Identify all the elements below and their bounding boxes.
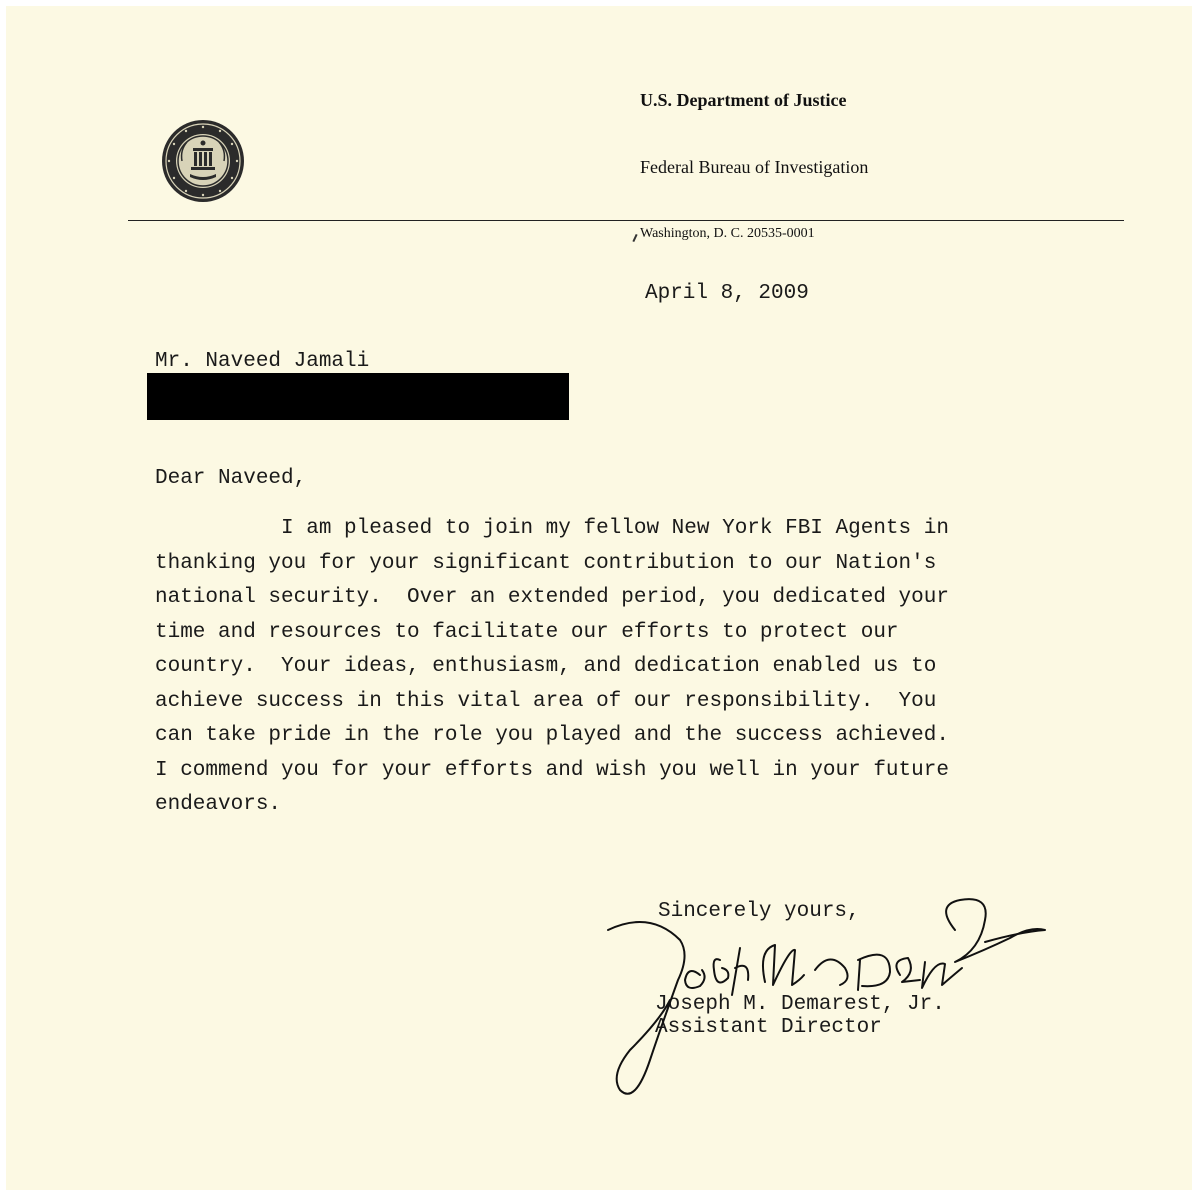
letterhead-divider	[128, 220, 1124, 221]
department-heading: U.S. Department of Justice	[640, 90, 847, 110]
signer-title: Assistant Director	[655, 1016, 882, 1039]
body-line: thanking you for your significant contribution to our Nation's	[155, 551, 937, 575]
recipient-name: Mr. Naveed Jamali	[155, 350, 370, 373]
scan-mark	[632, 234, 637, 242]
body-line: national security. Over an extended period, you dedicated your	[155, 586, 949, 609]
bureau-heading: Federal Bureau of Investigation	[640, 157, 869, 177]
scan-border-bottom	[0, 1190, 1200, 1200]
body-line: can take pride in the role you played and the success achieved.	[155, 724, 949, 747]
salutation: Dear Naveed,	[155, 467, 307, 490]
redacted-address-block	[147, 373, 569, 420]
scan-border-left	[0, 0, 6, 1200]
body-line: I commend you for your efforts and wish you well in your future	[155, 758, 949, 782]
scan-border-right	[1192, 0, 1200, 1200]
body-line: country. Your ideas, enthusiasm, and dedication enabled us to	[155, 655, 937, 678]
signer-name: Joseph M. Demarest, Jr.	[655, 993, 945, 1016]
body-line: achieve success in this vital area of our responsibility. You	[155, 689, 937, 713]
body-line: endeavors.	[155, 793, 282, 816]
scan-border-top	[0, 0, 1200, 6]
fbi-seal-icon	[160, 118, 246, 204]
body-line: time and resources to facilitate our efforts to protect our	[155, 620, 899, 644]
letter-body	[155, 512, 1055, 823]
letter-date: April 8, 2009	[645, 282, 809, 305]
closing: Sincerely yours,	[658, 900, 860, 923]
letterhead-address: Washington, D. C. 20535-0001	[640, 226, 815, 241]
body-line: I am pleased to join my fellow New York FBI Agents in	[155, 517, 949, 540]
